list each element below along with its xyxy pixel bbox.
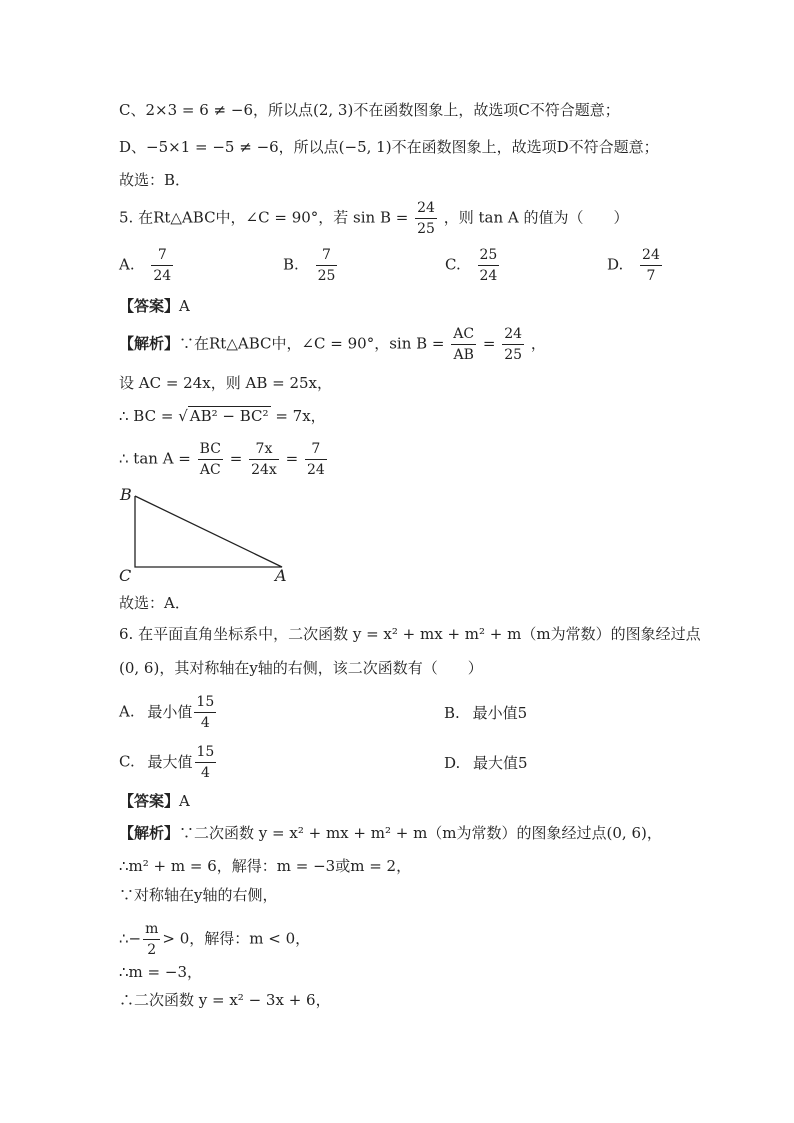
vertex-label-b: B (120, 485, 132, 504)
text-line: C、2×3 = 6 ≠ −6，所以点(2, 3)不在函数图象上，故选项C不符合题意； (119, 101, 620, 119)
question-6-line2: (0, 6)，其对称轴在y轴的右侧，该二次函数有（ ） (119, 659, 483, 677)
text-line: ∴二次函数 y = x² − 3x + 6， (119, 991, 331, 1009)
option-d[interactable]: D. $\frac{24}{7}$ (607, 247, 660, 284)
option-d[interactable]: D. 最大值5 (444, 754, 528, 772)
option-c[interactable]: C. 最大值 $\frac{15}{4}$ (119, 744, 215, 781)
vertex-label-a: A (275, 566, 287, 585)
analysis-6: 【解析】∵二次函数 y = x² + mx + m² + m（m为常数）的图象经过点(0, 6)， (119, 824, 662, 842)
text-line: 设 AC = 24x，则 AB = 25x， (119, 374, 333, 392)
answer-6: 【答案】A (119, 792, 190, 810)
option-b[interactable]: B. $\frac{7}{25}$ (283, 247, 336, 284)
text-line: ∴m² + m = 6，解得：m = −3或m = 2， (119, 857, 412, 875)
text-line: ∴ BC = √ AB² − BC² = 7x， (119, 407, 326, 425)
text-line: 故选：B． (119, 171, 191, 189)
triangle-shape (135, 496, 282, 567)
text-line: ∴m = −3， (119, 963, 202, 981)
text-line: 故选：A． (119, 594, 190, 612)
text-line: ∴ tan A = $\frac{BC}{AC}$ = $\frac{7x}{24x}$ = $\frac{7}{24}$ (119, 441, 325, 478)
option-a[interactable]: A. $\frac{7}{24}$ (119, 247, 172, 284)
text-line: ∵对称轴在y轴的右侧， (119, 886, 278, 904)
fraction: $\frac{24}{25}$ (417, 200, 435, 237)
text-line: ∴− $\frac{m}{2}$ > 0，解得：m < 0， (119, 921, 311, 958)
text-line: D、−5×1 = −5 ≠ −6，所以点(−5, 1)不在函数图象上，故选项D不符合题意； (119, 138, 659, 156)
question-6-line1: 6. 在平面直角坐标系中，二次函数 y = x² + mx + m² + m（m为常数）的图象经过点 (119, 625, 701, 643)
vertex-label-c: C (119, 566, 132, 585)
option-a[interactable]: A. 最小值 $\frac{15}{4}$ (119, 694, 215, 731)
analysis-5: 【解析】∵在Rt△ABC中，∠C = 90°，sin B = $\frac{AC}{AB}$ = $\frac{24}{25}$ ， (119, 326, 546, 363)
answer-5: 【答案】A (119, 297, 190, 315)
option-c[interactable]: C. $\frac{25}{24}$ (445, 247, 498, 284)
question-5: 5. 在Rt△ABC中，∠C = 90°，若 sin B = $\frac{24}{25}$ ，则 tan A 的值为（ ） (119, 200, 629, 237)
option-b[interactable]: B. 最小值5 (444, 704, 528, 722)
